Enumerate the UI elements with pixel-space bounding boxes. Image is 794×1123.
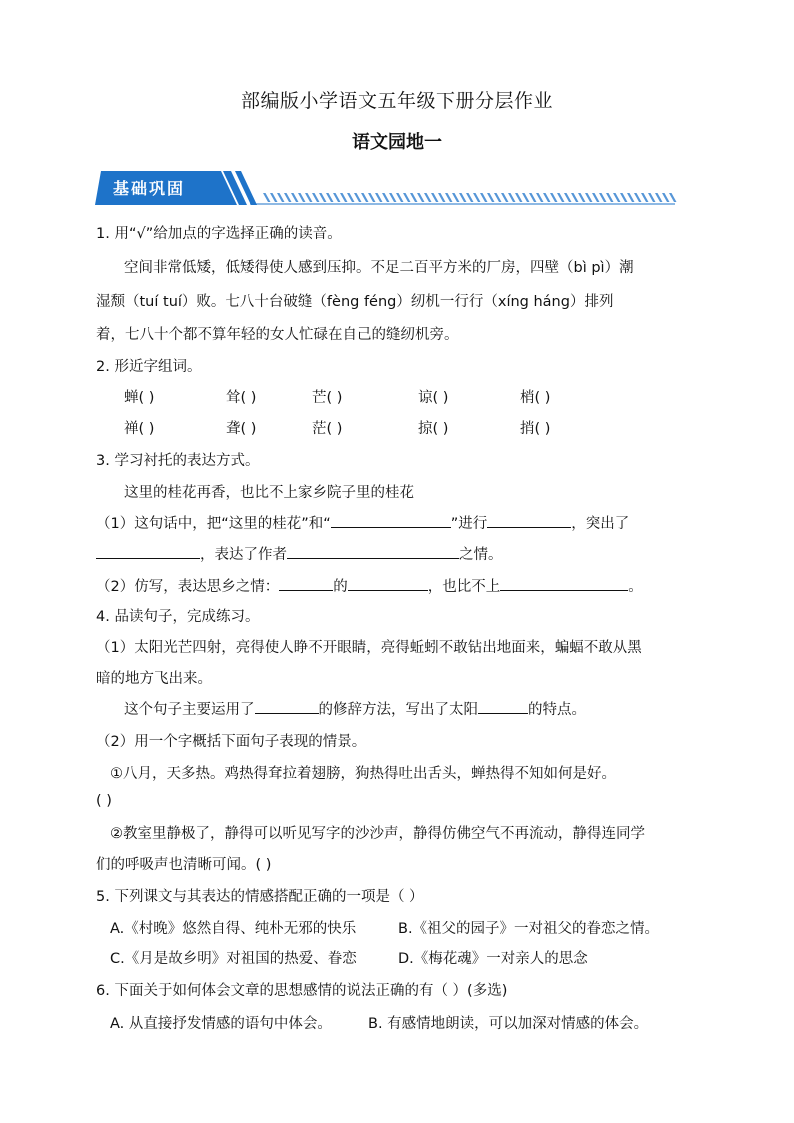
q2-item: 蝉( ) (124, 390, 155, 406)
q4-item-2-line-1: ②教室里静极了，静得可以听见写字的沙沙声，静得仿佛空气不再流动，静得连同学 (110, 826, 645, 842)
q3-text: 之情。 (459, 547, 503, 563)
q1-passage-line-2: 湿颓（tuí tuí）败。七八十台破缝（fèng féng）纫机一行行（xíng háng）排列 (96, 294, 614, 310)
section-label: 基础巩固 (113, 179, 186, 198)
q4-text: 的修辞方法，写出了太阳 (318, 702, 478, 718)
q3-part-1-line-2 (96, 543, 503, 564)
q2-item: 谅( ) (418, 390, 449, 406)
answer-blank[interactable] (287, 544, 459, 559)
q2-row-2 (124, 417, 550, 438)
q3-text: 的 (333, 579, 348, 595)
q2-item: 捎( ) (520, 421, 551, 437)
q4-sentence-1-line-2: 暗的地方飞出来。 (96, 671, 212, 687)
q2-item: 芒( ) (312, 390, 343, 406)
q1-passage-line-3: 着，七八十个都不算年轻的女人忙碌在自己的缝纫机旁。 (96, 327, 459, 343)
q2-stem: 2. 形近字组词。 (96, 359, 202, 375)
q2-row-1 (124, 386, 550, 407)
q3-text: ，表达了作者 (200, 547, 287, 563)
q2-item: 茫( ) (312, 421, 343, 437)
q3-stem: 3. 学习衬托的表达方式。 (96, 453, 260, 469)
q6-option-a[interactable]: A. 从直接抒发情感的语句中体会。 (110, 1016, 332, 1032)
q6-options-row-1 (110, 1012, 648, 1033)
q2-item: 耸( ) (226, 390, 257, 406)
q4-item-1-answer[interactable]: ( ) (96, 793, 112, 809)
answer-blank[interactable] (331, 513, 451, 528)
q3-part-1-line-1 (96, 512, 629, 533)
q5-stem: 5. 下列课文与其表达的情感搭配正确的一项是（ ） (96, 889, 424, 905)
q1-passage-line-1: 空间非常低矮，低矮得使人感到压抑。不足二百平方米的厂房，四壁（bì pì）潮 (124, 260, 634, 276)
q3-text: ”进行 (450, 516, 488, 532)
answer-blank[interactable] (487, 513, 571, 528)
q5-option-c[interactable]: C.《月是故乡明》对祖国的热爱、眷恋 (110, 951, 357, 967)
q5-option-a[interactable]: A.《村晚》悠然自得、纯朴无邪的快乐 (110, 921, 357, 937)
answer-blank[interactable] (500, 576, 628, 591)
q4-part-1-question (124, 698, 586, 719)
q5-option-b[interactable]: B.《祖父的园子》一对祖父的眷恋之情。 (398, 921, 660, 937)
q4-item-2-line-2: 们的呼吸声也清晰可闻。( ) (96, 857, 272, 873)
q6-option-b[interactable]: B. 有感情地朗读，可以加深对情感的体会。 (368, 1016, 649, 1032)
q2-item: 梢( ) (520, 390, 551, 406)
q1-stem: 1. 用“√”给加点的字选择正确的读音。 (96, 226, 342, 242)
answer-blank[interactable] (255, 699, 319, 714)
q4-sentence-1-line-1: （1）太阳光芒四射，亮得使人睁不开眼睛，亮得蚯蚓不敢钻出地面来，蝙蝠不敢从黑 (96, 640, 642, 656)
section-banner (95, 171, 685, 207)
q4-text: 这个句子主要运用了 (124, 702, 255, 718)
q6-stem: 6. 下面关于如何体会文章的思想感情的说法正确的有（ ）(多选) (96, 983, 508, 999)
q5-option-d[interactable]: D.《梅花魂》一对亲人的思念 (398, 951, 588, 967)
q5-options-row-1 (110, 917, 659, 938)
q4-item-1: ①八月，天多热。鸡热得耷拉着翅膀，狗热得吐出舌头，蝉热得不知如何是好。 (110, 766, 616, 782)
q4-text: 的特点。 (528, 702, 586, 718)
q3-text: ，也比不上 (427, 579, 501, 595)
q2-item: 禅( ) (124, 421, 155, 437)
q3-text: （2）仿写，表达思乡之情： (96, 579, 280, 595)
answer-blank[interactable] (478, 699, 528, 714)
q3-text: （1）这句话中，把“这里的桂花”和“ (96, 516, 331, 532)
q3-text: 。 (628, 579, 643, 595)
page-title: 部编版小学语文五年级下册分层作业 (240, 90, 553, 112)
q3-part-2 (96, 575, 643, 596)
q3-sentence: 这里的桂花再香，也比不上家乡院子里的桂花 (124, 485, 414, 501)
q4-stem: 4. 品读句子，完成练习。 (96, 609, 260, 625)
answer-blank[interactable] (96, 544, 200, 559)
q4-part-2-stem: （2）用一个字概括下面句子表现的情景。 (96, 734, 367, 750)
q3-text: ，突出了 (571, 516, 630, 532)
q2-item: 聋( ) (226, 421, 257, 437)
q5-options-row-2 (110, 947, 588, 968)
answer-blank[interactable] (279, 576, 333, 591)
q2-item: 掠( ) (418, 421, 449, 437)
answer-blank[interactable] (348, 576, 428, 591)
page-subtitle: 语文园地一 (352, 132, 442, 153)
